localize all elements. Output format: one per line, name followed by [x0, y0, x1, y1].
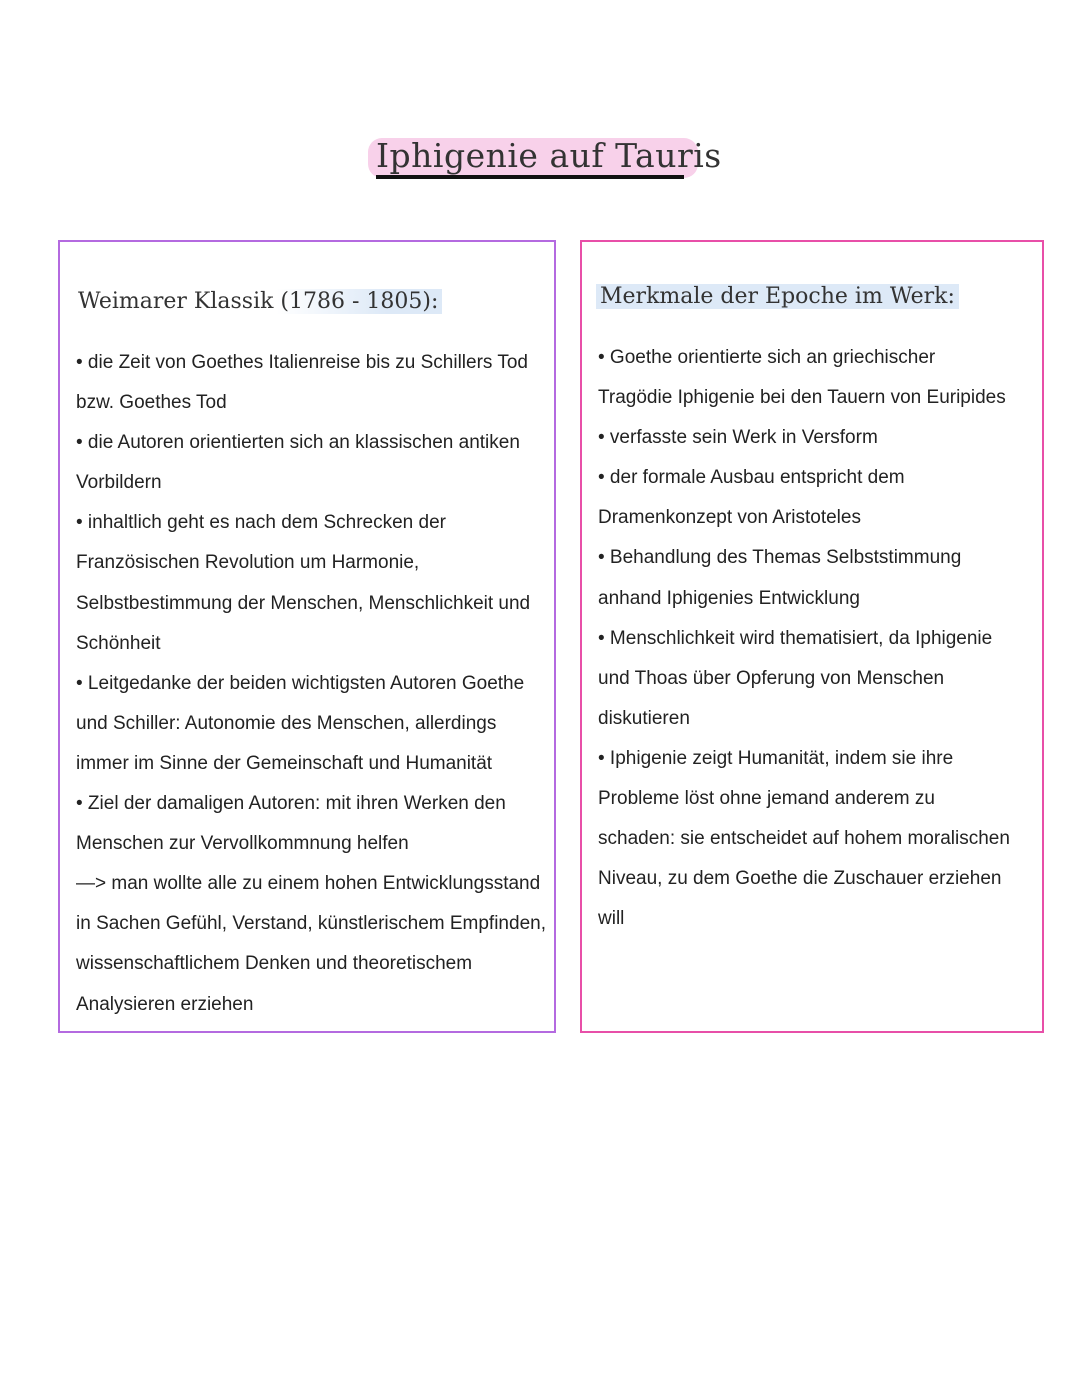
text-line: • Goethe orientierte sich an griechischer [598, 347, 936, 368]
text-line: Französischen Revolution um Harmonie, [76, 552, 420, 574]
text-line: immer im Sinne der Gemeinschaft und Humanität [76, 752, 493, 774]
epoch-text [76, 343, 561, 1025]
text-line: • inhaltlich geht es nach dem Schrecken der [76, 512, 446, 534]
title-underline [376, 175, 684, 179]
text-line: wissenschaftlichem Denken und theoretischem [76, 953, 473, 975]
text-line: • Iphigenie zeigt Humanität, indem sie ihre [598, 747, 954, 769]
text-line: • Menschlichkeit wird thematisiert, da Iphigenie [598, 627, 993, 649]
text-line: und Thoas über Opferung von Menschen [598, 667, 945, 689]
text-line: will [598, 908, 625, 930]
text-line: • Behandlung des Themas Selbststimmung [598, 547, 962, 569]
features-heading: Merkmale der Epoche im Werk: [596, 284, 959, 309]
text-line: Niveau, zu dem Goethe die Zuschauer erziehen [598, 868, 1002, 890]
title-block [368, 134, 722, 184]
text-line: Dramenkonzept von Aristoteles [598, 507, 861, 529]
text-line: • verfasste sein Werk in Versform [598, 427, 878, 449]
page-title: Iphigenie auf Tauris [376, 136, 722, 175]
text-line: Analysieren erziehen [76, 993, 254, 1015]
epoch-heading: Weimarer Klassik (1786 - 1805): [74, 289, 442, 314]
text-line: • die Zeit von Goethes Italienreise bis zu Schillers Tod [76, 352, 528, 373]
text-line: Schönheit [76, 632, 161, 654]
text-line: Probleme löst ohne jemand anderem zu [598, 788, 935, 810]
text-line: diskutieren [598, 707, 690, 729]
text-line: —> man wollte alle zu einem hohen Entwicklungsstand [76, 873, 541, 895]
text-line: schaden: sie entscheidet auf hohem moralischen [598, 828, 1010, 850]
text-line: in Sachen Gefühl, Verstand, künstlerischem Empfinden, [76, 913, 546, 935]
text-line: bzw. Goethes Tod [76, 392, 227, 414]
text-line: • Leitgedanke der beiden wichtigsten Autoren Goethe [76, 672, 525, 694]
text-line: anhand Iphigenies Entwicklung [598, 587, 860, 609]
text-line: und Schiller: Autonomie des Menschen, allerdings [76, 712, 497, 734]
text-line: Vorbildern [76, 472, 162, 494]
epoch-box [58, 240, 556, 1033]
text-line: Tragödie Iphigenie bei den Tauern von Euripides [598, 387, 1006, 409]
text-line: Menschen zur Vervollkommnung helfen [76, 833, 409, 855]
text-line: • die Autoren orientierten sich an klassischen antiken [76, 432, 520, 454]
text-line: Selbstbestimmung der Menschen, Menschlichkeit und [76, 592, 531, 614]
features-text [598, 338, 1038, 939]
features-box [580, 240, 1044, 1033]
text-line: • der formale Ausbau entspricht dem [598, 467, 905, 489]
text-line: • Ziel der damaligen Autoren: mit ihren Werken den [76, 793, 506, 815]
